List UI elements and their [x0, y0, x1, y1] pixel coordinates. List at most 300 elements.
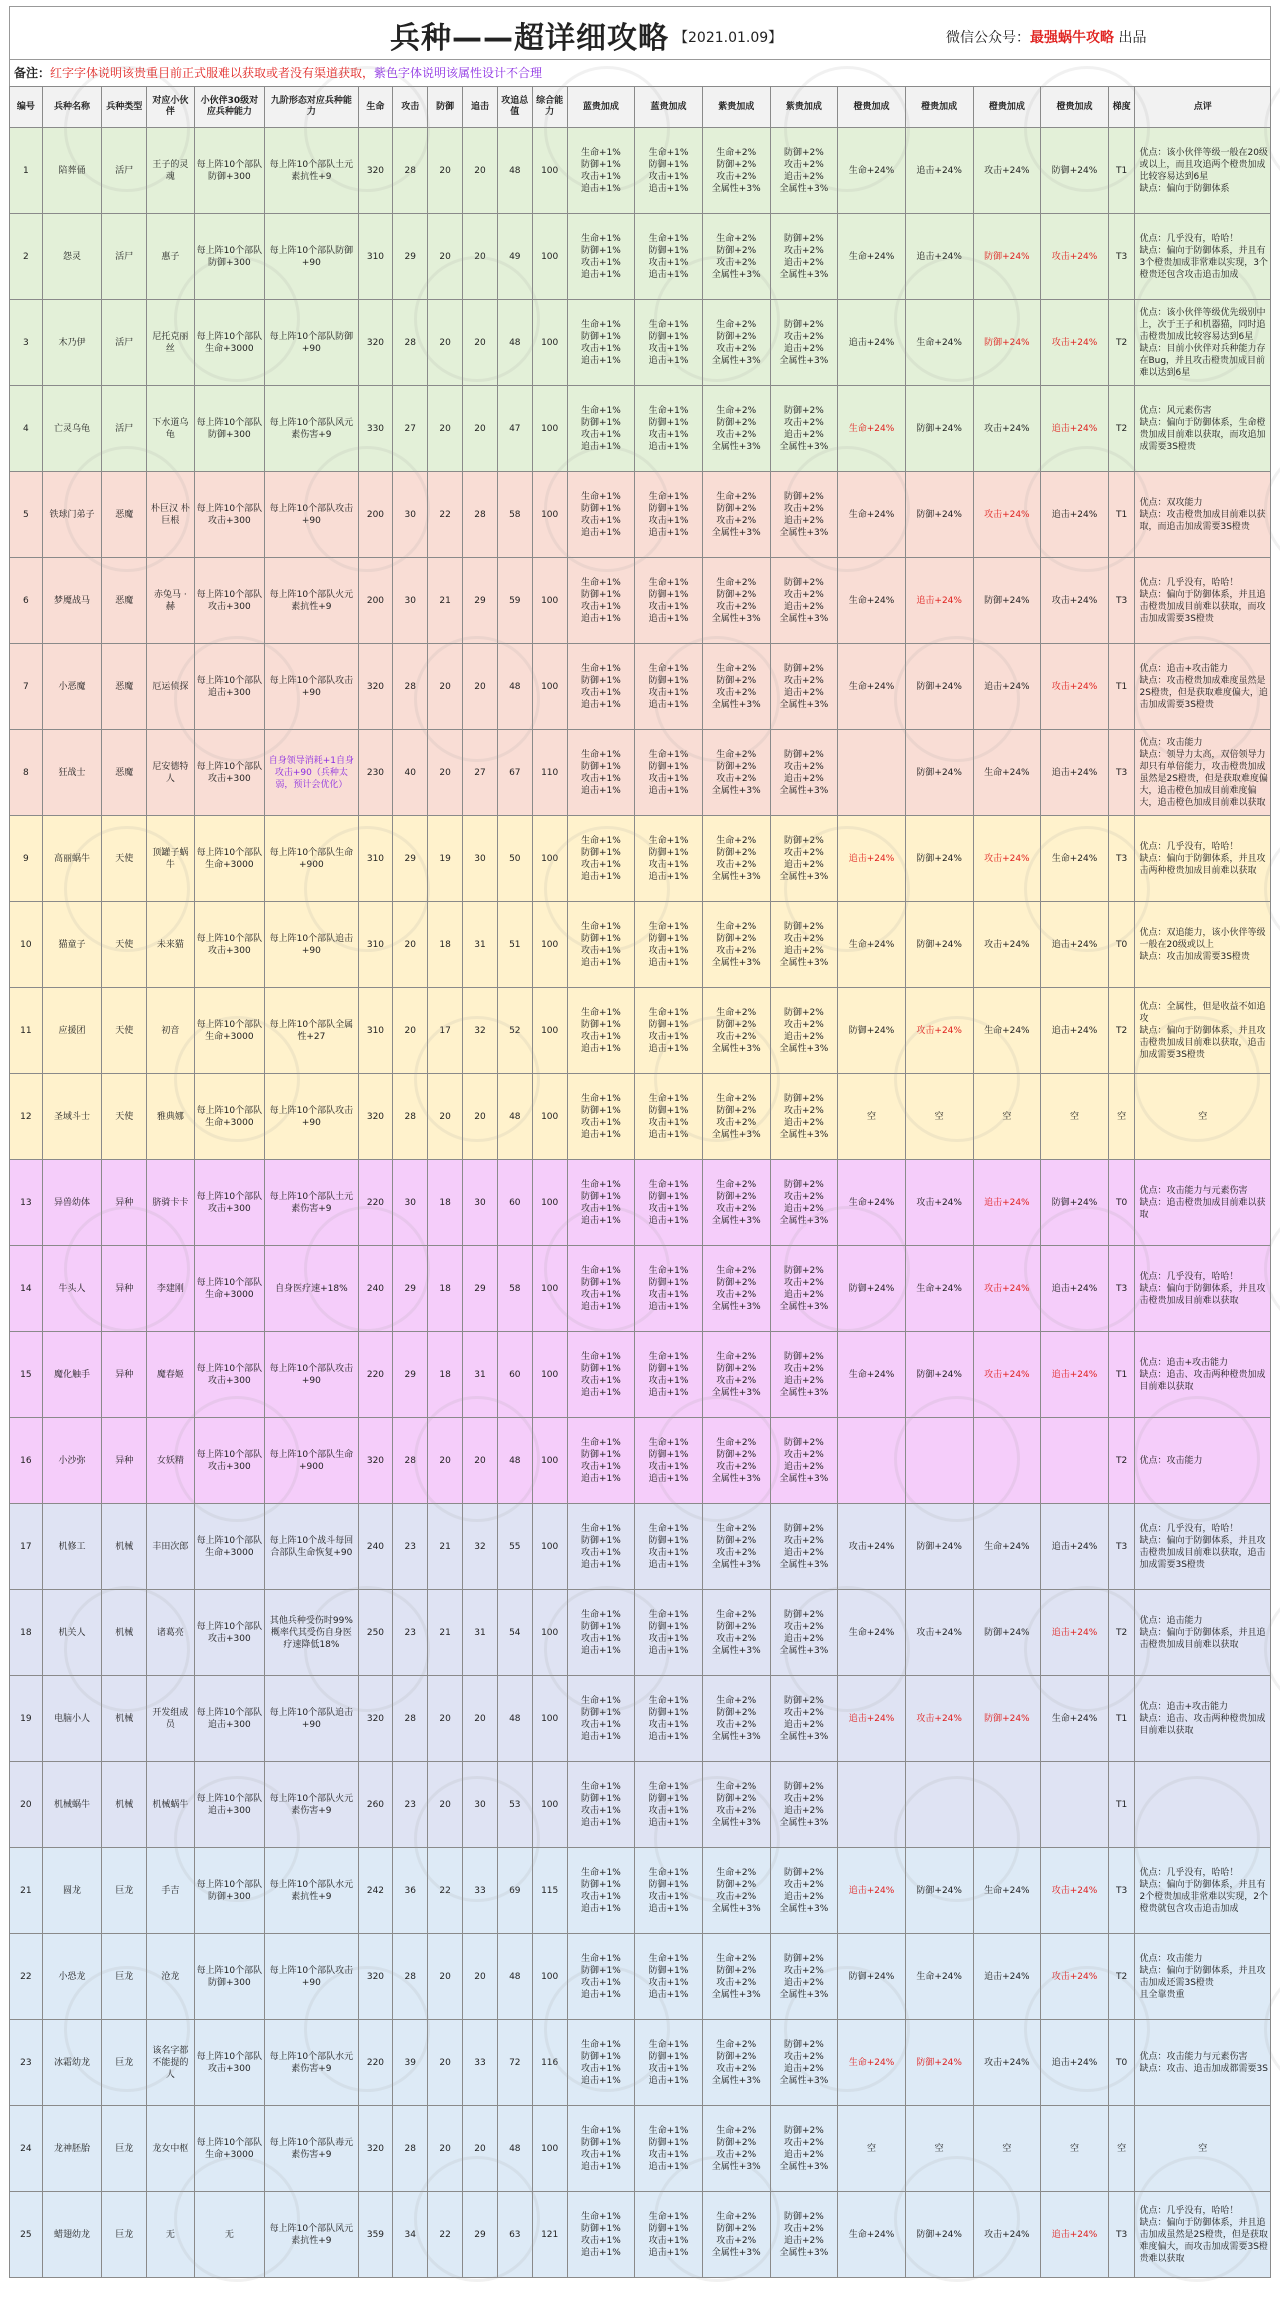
purple-bonus-1-line: 防御+2% — [716, 933, 757, 944]
stat-overall: 121 — [532, 2192, 567, 2278]
purple-bonus-2-line: 攻击+2% — [783, 1707, 824, 1718]
blue-bonus-2-line: 攻击+1% — [648, 1289, 689, 1300]
orange-bonus-2: 防御+24% — [905, 1848, 973, 1934]
purple-bonus-2-line: 防御+2% — [783, 835, 824, 846]
orange-bonus-1: 生命+24% — [838, 558, 906, 644]
column-header: 蓝贵加成 — [635, 87, 703, 128]
review-comment-line: 空 — [1198, 2143, 1208, 2154]
stat-defense: 18 — [428, 902, 463, 988]
table-row — [10, 1676, 1271, 1762]
purple-bonus-1-line: 攻击+2% — [716, 687, 757, 698]
partner-lv30-ability: 每上阵10个部队生命+3000 — [194, 988, 265, 1074]
wechat-credit — [946, 27, 1146, 47]
purple-bonus-2-line: 全属性+3% — [779, 785, 829, 796]
purple-bonus-1 — [702, 1418, 770, 1504]
unit-type: 异种 — [102, 1246, 147, 1332]
row-id: 21 — [10, 1848, 43, 1934]
stat-hp: 260 — [358, 1762, 393, 1848]
partner-lv30-ability: 每上阵10个部队防御+300 — [194, 1848, 265, 1934]
table-row — [10, 2020, 1271, 2106]
remark-purple-text: 紫色字体说明该属性设计不合理 — [374, 66, 543, 80]
tier: T3 — [1108, 816, 1135, 902]
purple-bonus-1 — [702, 1676, 770, 1762]
purple-bonus-2-line: 攻击+2% — [783, 847, 824, 858]
blue-bonus-2-line: 追击+1% — [648, 355, 689, 366]
blue-bonus-1-line: 攻击+1% — [580, 1461, 621, 1472]
purple-bonus-2 — [770, 644, 838, 730]
purple-bonus-1 — [702, 1762, 770, 1848]
purple-bonus-1 — [702, 644, 770, 730]
stat-overall: 100 — [532, 816, 567, 902]
review-comment — [1135, 2192, 1271, 2278]
blue-bonus-1 — [567, 1676, 635, 1762]
blue-bonus-1 — [567, 2106, 635, 2192]
tier: T2 — [1108, 300, 1135, 386]
partner-name: 沧龙 — [147, 1934, 194, 2020]
review-comment — [1135, 1074, 1271, 1160]
review-comment-line: 缺点：追击、攻击两种橙贵加成目前难以获取 — [1139, 1713, 1266, 1736]
purple-bonus-1-line: 生命+2% — [716, 491, 757, 502]
orange-bonus-1: 生命+24% — [838, 902, 906, 988]
purple-bonus-2-line: 全属性+3% — [779, 613, 829, 624]
review-comment-line: 优点：几乎没有，哈哈！ — [1139, 1867, 1239, 1878]
purple-bonus-1-line: 防御+2% — [716, 1879, 757, 1890]
stat-chase: 29 — [463, 1246, 498, 1332]
purple-bonus-1-line: 全属性+3% — [711, 183, 761, 194]
stat-defense: 20 — [428, 214, 463, 300]
stat-attack: 28 — [393, 2106, 428, 2192]
stat-chase: 28 — [463, 472, 498, 558]
partner-name: 尼安德特人 — [147, 730, 194, 816]
purple-bonus-2-line: 防御+2% — [783, 233, 824, 244]
blue-bonus-1-line: 追击+1% — [580, 1989, 621, 2000]
stat-chase: 20 — [463, 386, 498, 472]
review-comment-line: 优点：风元素伤害 — [1139, 405, 1212, 416]
purple-bonus-1-line: 防御+2% — [716, 1019, 757, 1030]
blue-bonus-1-line: 防御+1% — [580, 417, 621, 428]
stat-attack: 28 — [393, 644, 428, 730]
blue-bonus-2-line: 生命+1% — [648, 1351, 689, 1362]
blue-bonus-2-line: 防御+1% — [648, 1535, 689, 1546]
orange-bonus-2: 防御+24% — [905, 1332, 973, 1418]
orange-bonus-1 — [838, 1418, 906, 1504]
blue-bonus-1-line: 生命+1% — [580, 749, 621, 760]
blue-bonus-1-line: 攻击+1% — [580, 1289, 621, 1300]
stat-defense: 17 — [428, 988, 463, 1074]
purple-bonus-2-line: 追击+2% — [783, 1289, 824, 1300]
purple-bonus-1-line: 攻击+2% — [716, 2063, 757, 2074]
review-comment-line: 缺点：攻击、追击加成都需要3S — [1139, 2063, 1268, 2074]
purple-bonus-2-line: 追击+2% — [783, 1891, 824, 1902]
blue-bonus-1 — [567, 1418, 635, 1504]
review-comment-line: 缺点：偏向于防御体系，并且有2个橙贵加成非常难以实现，2个橙贵就包含攻击追击加成 — [1139, 1879, 1268, 1914]
unit-name: 怨灵 — [42, 214, 101, 300]
tier: T3 — [1108, 1504, 1135, 1590]
blue-bonus-2-line: 攻击+1% — [648, 1203, 689, 1214]
row-id: 22 — [10, 1934, 43, 2020]
orange-bonus-2: 防御+24% — [905, 644, 973, 730]
stat-chase: 20 — [463, 128, 498, 214]
review-comment-line: 缺点：攻击橙贵加成难度虽然是2S橙贵，但是获取难度偏大，追击加成需要3S橙贵 — [1139, 675, 1268, 710]
blue-bonus-1-line: 攻击+1% — [580, 171, 621, 182]
orange-bonus-2: 防御+24% — [905, 902, 973, 988]
stat-defense: 20 — [428, 300, 463, 386]
stat-atk-chase-sum: 53 — [497, 1762, 532, 1848]
stat-attack: 28 — [393, 1074, 428, 1160]
purple-bonus-2-line: 全属性+3% — [779, 441, 829, 452]
purple-bonus-2-line: 防御+2% — [783, 1867, 824, 1878]
blue-bonus-2 — [635, 128, 703, 214]
blue-bonus-1-line: 生命+1% — [580, 491, 621, 502]
blue-bonus-2-line: 追击+1% — [648, 957, 689, 968]
column-header: 蓝贵加成 — [567, 87, 635, 128]
orange-bonus-3: 攻击+24% — [973, 1332, 1041, 1418]
blue-bonus-1-line: 追击+1% — [580, 2247, 621, 2258]
review-comment — [1135, 816, 1271, 902]
orange-bonus-1: 生命+24% — [838, 386, 906, 472]
partner-name: 朴巨汉 朴巨根 — [147, 472, 194, 558]
purple-bonus-2 — [770, 988, 838, 1074]
blue-bonus-2-line: 防御+1% — [648, 2223, 689, 2234]
row-id: 24 — [10, 2106, 43, 2192]
blue-bonus-2 — [635, 1934, 703, 2020]
orange-bonus-4: 追击+24% — [1041, 1246, 1109, 1332]
purple-bonus-1-line: 全属性+3% — [711, 1473, 761, 1484]
purple-bonus-2-line: 追击+2% — [783, 515, 824, 526]
stage9-ability-line: 自身攻击+90 — [274, 755, 355, 778]
unit-name: 圆龙 — [42, 1848, 101, 1934]
stat-chase: 31 — [463, 902, 498, 988]
stat-defense: 18 — [428, 1332, 463, 1418]
column-header: 紫贵加成 — [770, 87, 838, 128]
blue-bonus-2-line: 攻击+1% — [648, 945, 689, 956]
row-id: 14 — [10, 1246, 43, 1332]
purple-bonus-2-line: 防御+2% — [783, 319, 824, 330]
stat-chase: 31 — [463, 1332, 498, 1418]
blue-bonus-1-line: 生命+1% — [580, 921, 621, 932]
blue-bonus-1-line: 生命+1% — [580, 1695, 621, 1706]
purple-bonus-1-line: 全属性+3% — [711, 1989, 761, 2000]
purple-bonus-1 — [702, 386, 770, 472]
column-header: 生命 — [358, 87, 393, 128]
blue-bonus-1-line: 攻击+1% — [580, 1117, 621, 1128]
blue-bonus-1-line: 追击+1% — [580, 1645, 621, 1656]
column-header: 防御 — [428, 87, 463, 128]
orange-bonus-4: 攻击+24% — [1041, 214, 1109, 300]
remark-red-text: 红字字体说明该贵重目前正式服难以获取或者没有渠道获取， — [50, 66, 375, 80]
orange-bonus-2: 攻击+24% — [905, 1590, 973, 1676]
table-row — [10, 1848, 1271, 1934]
column-header: 兵种类型 — [102, 87, 147, 128]
blue-bonus-1-line: 生命+1% — [580, 1781, 621, 1792]
purple-bonus-1-line: 防御+2% — [716, 1621, 757, 1632]
orange-bonus-4: 空 — [1041, 1074, 1109, 1160]
partner-name: 厄运侦探 — [147, 644, 194, 730]
blue-bonus-1-line: 攻击+1% — [580, 2063, 621, 2074]
purple-bonus-1-line: 防御+2% — [716, 2051, 757, 2062]
stat-overall: 100 — [532, 214, 567, 300]
purple-bonus-1-line: 全属性+3% — [711, 1301, 761, 1312]
stat-attack: 28 — [393, 1418, 428, 1504]
purple-bonus-1-line: 生命+2% — [716, 405, 757, 416]
orange-bonus-2: 生命+24% — [905, 1934, 973, 2020]
purple-bonus-2-line: 全属性+3% — [779, 1817, 829, 1828]
partner-lv30-ability: 每上阵10个部队生命+3000 — [194, 300, 265, 386]
blue-bonus-1 — [567, 300, 635, 386]
purple-bonus-2-line: 追击+2% — [783, 2235, 824, 2246]
partner-name: 尼托克丽丝 — [147, 300, 194, 386]
purple-bonus-1-line: 防御+2% — [716, 1707, 757, 1718]
stage9-ability: 每上阵10个部队攻击+90 — [265, 472, 358, 558]
purple-bonus-1-line: 生命+2% — [716, 577, 757, 588]
blue-bonus-1-line: 追击+1% — [580, 527, 621, 538]
stat-attack: 30 — [393, 558, 428, 644]
blue-bonus-2 — [635, 558, 703, 644]
purple-bonus-1 — [702, 1848, 770, 1934]
blue-bonus-2-line: 生命+1% — [648, 2125, 689, 2136]
stat-attack: 28 — [393, 1934, 428, 2020]
blue-bonus-2 — [635, 1676, 703, 1762]
blue-bonus-1-line: 生命+1% — [580, 835, 621, 846]
stat-attack: 36 — [393, 1848, 428, 1934]
blue-bonus-1 — [567, 128, 635, 214]
partner-name: 雅典娜 — [147, 1074, 194, 1160]
blue-bonus-1 — [567, 816, 635, 902]
purple-bonus-2-line: 攻击+2% — [783, 1879, 824, 1890]
purple-bonus-2-line: 全属性+3% — [779, 1645, 829, 1656]
column-header: 综合能力 — [532, 87, 567, 128]
stat-hp: 220 — [358, 1332, 393, 1418]
blue-bonus-2-line: 生命+1% — [648, 1179, 689, 1190]
purple-bonus-1-line: 全属性+3% — [711, 785, 761, 796]
row-id: 9 — [10, 816, 43, 902]
blue-bonus-1 — [567, 2020, 635, 2106]
blue-bonus-1-line: 攻击+1% — [580, 945, 621, 956]
purple-bonus-1-line: 生命+2% — [716, 2039, 757, 2050]
stat-overall: 100 — [532, 902, 567, 988]
purple-bonus-2-line: 追击+2% — [783, 1633, 824, 1644]
purple-bonus-1-line: 生命+2% — [716, 1351, 757, 1362]
review-comment-line: 缺点：偏向于防御体系，并且追击橙贵加成目前难以获取，而攻击加成需要3S橙贵 — [1139, 589, 1266, 624]
blue-bonus-2-line: 攻击+1% — [648, 343, 689, 354]
blue-bonus-1-line: 防御+1% — [580, 503, 621, 514]
orange-bonus-2: 攻击+24% — [905, 1676, 973, 1762]
purple-bonus-1 — [702, 1332, 770, 1418]
blue-bonus-1-line: 防御+1% — [580, 761, 621, 772]
table-row — [10, 386, 1271, 472]
orange-bonus-2: 防御+24% — [905, 816, 973, 902]
stage9-ability: 每上阵10个部队生命+900 — [265, 1418, 358, 1504]
stat-overall: 100 — [532, 1676, 567, 1762]
review-comment-line: 优点：追击+攻击能力 — [1139, 1701, 1229, 1712]
blue-bonus-1-line: 生命+1% — [580, 2211, 621, 2222]
blue-bonus-2-line: 生命+1% — [648, 1093, 689, 1104]
purple-bonus-1 — [702, 902, 770, 988]
blue-bonus-2-line: 生命+1% — [648, 2039, 689, 2050]
review-comment — [1135, 1848, 1271, 1934]
orange-bonus-2: 防御+24% — [905, 2192, 973, 2278]
partner-name: 初音 — [147, 988, 194, 1074]
unit-type: 恶魔 — [102, 644, 147, 730]
blue-bonus-2-line: 生命+1% — [648, 319, 689, 330]
stat-chase: 32 — [463, 988, 498, 1074]
blue-bonus-2-line: 攻击+1% — [648, 773, 689, 784]
partner-lv30-ability: 每上阵10个部队生命+3000 — [194, 1074, 265, 1160]
stat-attack: 27 — [393, 386, 428, 472]
stage9-ability-line: 99%概率代其受伤 — [270, 1615, 353, 1638]
purple-bonus-1-line: 攻击+2% — [716, 859, 757, 870]
partner-lv30-ability: 每上阵10个部队攻击+300 — [194, 1332, 265, 1418]
stat-hp: 310 — [358, 902, 393, 988]
row-id: 7 — [10, 644, 43, 730]
blue-bonus-2-line: 生命+1% — [648, 1781, 689, 1792]
purple-bonus-2-line: 攻击+2% — [783, 2051, 824, 2062]
stat-hp: 320 — [358, 300, 393, 386]
blue-bonus-1-line: 追击+1% — [580, 1903, 621, 1914]
blue-bonus-2-line: 攻击+1% — [648, 257, 689, 268]
stage9-ability: 每上阵10个部队攻击+90 — [265, 644, 358, 730]
purple-bonus-2-line: 攻击+2% — [783, 1105, 824, 1116]
blue-bonus-1-line: 追击+1% — [580, 1129, 621, 1140]
blue-bonus-2-line: 攻击+1% — [648, 1805, 689, 1816]
stat-overall: 100 — [532, 1074, 567, 1160]
blue-bonus-2-line: 追击+1% — [648, 1043, 689, 1054]
blue-bonus-1 — [567, 1160, 635, 1246]
purple-bonus-2-line: 追击+2% — [783, 257, 824, 268]
purple-bonus-2-line: 追击+2% — [783, 1031, 824, 1042]
stat-overall: 115 — [532, 1848, 567, 1934]
purple-bonus-2-line: 攻击+2% — [783, 1449, 824, 1460]
stat-atk-chase-sum: 50 — [497, 816, 532, 902]
stat-overall: 100 — [532, 988, 567, 1074]
blue-bonus-2-line: 追击+1% — [648, 2075, 689, 2086]
blue-bonus-1-line: 追击+1% — [580, 699, 621, 710]
review-comment — [1135, 1332, 1271, 1418]
purple-bonus-1-line: 全属性+3% — [711, 613, 761, 624]
tier: T2 — [1108, 386, 1135, 472]
purple-bonus-2-line: 全属性+3% — [779, 1731, 829, 1742]
orange-bonus-2: 追击+24% — [905, 558, 973, 644]
orange-bonus-2: 攻击+24% — [905, 1160, 973, 1246]
blue-bonus-1-line: 追击+1% — [580, 183, 621, 194]
orange-bonus-1 — [838, 1762, 906, 1848]
purple-bonus-1-line: 攻击+2% — [716, 1289, 757, 1300]
unit-type: 巨龙 — [102, 2192, 147, 2278]
column-header: 点评 — [1135, 87, 1271, 128]
orange-bonus-3: 攻击+24% — [973, 816, 1041, 902]
purple-bonus-2-line: 攻击+2% — [783, 1363, 824, 1374]
stat-chase: 31 — [463, 1590, 498, 1676]
remark-bar — [9, 59, 1271, 86]
blue-bonus-2-line: 追击+1% — [648, 1645, 689, 1656]
stat-overall: 100 — [532, 1332, 567, 1418]
blue-bonus-1 — [567, 1246, 635, 1332]
partner-lv30-ability: 每上阵10个部队防御+300 — [194, 128, 265, 214]
blue-bonus-1 — [567, 386, 635, 472]
purple-bonus-2-line: 攻击+2% — [783, 1191, 824, 1202]
orange-bonus-4: 追击+24% — [1041, 730, 1109, 816]
tier: T3 — [1108, 1848, 1135, 1934]
orange-bonus-1: 攻击+24% — [838, 1504, 906, 1590]
purple-bonus-2 — [770, 300, 838, 386]
purple-bonus-2-line: 追击+2% — [783, 1805, 824, 1816]
unit-type: 巨龙 — [102, 1934, 147, 2020]
blue-bonus-2 — [635, 988, 703, 1074]
tier: T3 — [1108, 214, 1135, 300]
orange-bonus-1: 追击+24% — [838, 1848, 906, 1934]
purple-bonus-2 — [770, 1332, 838, 1418]
purple-bonus-1 — [702, 2192, 770, 2278]
blue-bonus-2-line: 生命+1% — [648, 1609, 689, 1620]
blue-bonus-1-line: 防御+1% — [580, 331, 621, 342]
purple-bonus-1-line: 攻击+2% — [716, 2149, 757, 2160]
blue-bonus-1 — [567, 1332, 635, 1418]
blue-bonus-2-line: 追击+1% — [648, 699, 689, 710]
purple-bonus-1 — [702, 988, 770, 1074]
column-header: 橙贵加成 — [973, 87, 1041, 128]
stat-defense: 22 — [428, 472, 463, 558]
blue-bonus-1-line: 防御+1% — [580, 1965, 621, 1976]
partner-lv30-ability: 每上阵10个部队生命+3000 — [194, 816, 265, 902]
stat-atk-chase-sum: 48 — [497, 128, 532, 214]
stat-attack: 39 — [393, 2020, 428, 2106]
partner-name: 手吉 — [147, 1848, 194, 1934]
review-comment-line: 且全靠贵重 — [1139, 1989, 1185, 2000]
partner-name: 惠子 — [147, 214, 194, 300]
purple-bonus-2 — [770, 1246, 838, 1332]
stage9-ability: 每上阵10个部队火元素伤害+9 — [265, 1762, 358, 1848]
partner-name: 李建刚 — [147, 1246, 194, 1332]
blue-bonus-2 — [635, 1418, 703, 1504]
column-header: 小伙伴30级对应兵种能力 — [194, 87, 265, 128]
orange-bonus-1: 生命+24% — [838, 214, 906, 300]
review-comment-line: 优点：几乎没有，哈哈！ — [1139, 2205, 1239, 2216]
table-row — [10, 128, 1271, 214]
stat-defense: 20 — [428, 1418, 463, 1504]
unit-name: 机修工 — [42, 1504, 101, 1590]
orange-bonus-3: 防御+24% — [973, 1590, 1041, 1676]
unit-type: 恶魔 — [102, 730, 147, 816]
purple-bonus-1-line: 防御+2% — [716, 1535, 757, 1546]
stat-overall: 100 — [532, 1590, 567, 1676]
stat-attack: 20 — [393, 988, 428, 1074]
blue-bonus-2-line: 防御+1% — [648, 1191, 689, 1202]
stat-attack: 20 — [393, 902, 428, 988]
unit-name: 陪葬俑 — [42, 128, 101, 214]
stat-overall: 100 — [532, 1762, 567, 1848]
table-row — [10, 300, 1271, 386]
tier: T2 — [1108, 1590, 1135, 1676]
purple-bonus-1-line: 攻击+2% — [716, 1031, 757, 1042]
blue-bonus-2-line: 防御+1% — [648, 1363, 689, 1374]
blue-bonus-2-line: 追击+1% — [648, 1989, 689, 2000]
purple-bonus-2-line: 追击+2% — [783, 1719, 824, 1730]
purple-bonus-1-line: 全属性+3% — [711, 957, 761, 968]
orange-bonus-3: 防御+24% — [973, 558, 1041, 644]
blue-bonus-1-line: 追击+1% — [580, 2075, 621, 2086]
purple-bonus-1-line: 生命+2% — [716, 663, 757, 674]
review-comment-line: 优点：该小伙伴等级优先级别中上，次于王子和机器猫，同时追击橙贵加成比较容易达到6星 — [1139, 307, 1266, 342]
purple-bonus-1-line: 全属性+3% — [711, 1387, 761, 1398]
blue-bonus-2-line: 攻击+1% — [648, 2063, 689, 2074]
blue-bonus-1 — [567, 1848, 635, 1934]
stat-defense: 21 — [428, 558, 463, 644]
orange-bonus-3: 生命+24% — [973, 988, 1041, 1074]
purple-bonus-2-line: 防御+2% — [783, 1437, 824, 1448]
unit-type: 机械 — [102, 1676, 147, 1762]
tier: T3 — [1108, 2192, 1135, 2278]
orange-bonus-1 — [838, 730, 906, 816]
